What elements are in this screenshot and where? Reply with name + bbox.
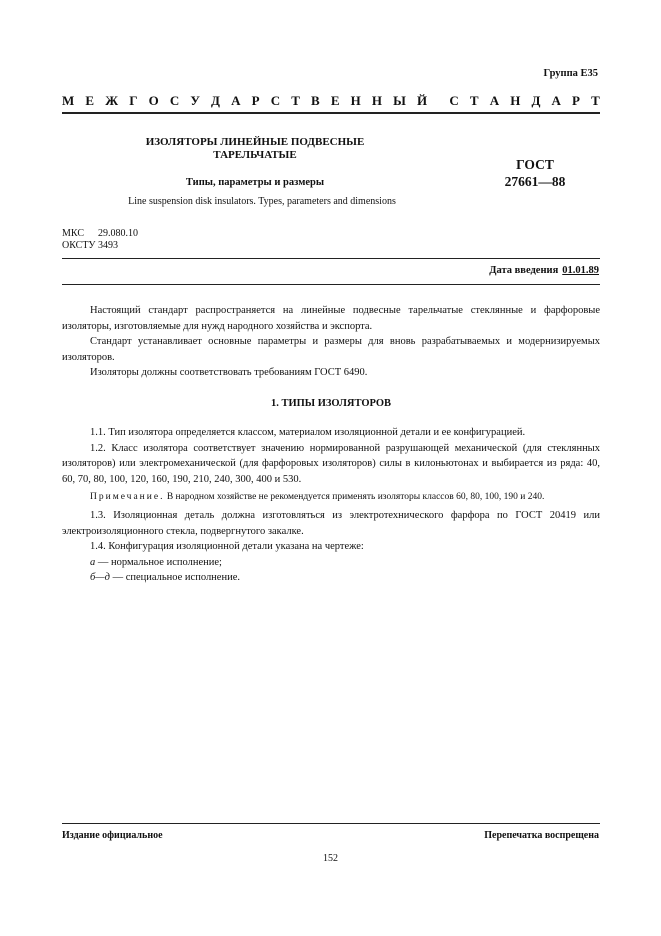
interstate-letter: Ы xyxy=(393,93,406,108)
intro-date-label: Дата введения xyxy=(489,265,559,276)
gost-label: ГОСТ xyxy=(516,157,554,172)
interstate-letter: Й xyxy=(417,93,428,108)
date-rule xyxy=(62,284,600,285)
introduction-date xyxy=(489,265,599,276)
title-line-2: ТАРЕЛЬЧАТЫЕ xyxy=(213,149,297,161)
item-a-letter: а xyxy=(90,556,96,568)
interstate-letter: Ж xyxy=(105,93,119,108)
item-b-text: — специальное исполнение. xyxy=(109,572,240,583)
interstate-letter: А xyxy=(231,93,241,108)
okstu-value: 3493 xyxy=(98,240,118,251)
clause-1-3: 1.3. Изоляционная деталь должна изготовляться из электротехнического фарфора по ГОСТ 20419 или электроизоляционного стекла, подвергнутого закалке. xyxy=(62,510,600,537)
clause-1-4: 1.4. Конфигурация изоляционной детали указана на чертеже: xyxy=(90,541,364,552)
interstate-letter: Р xyxy=(251,93,260,108)
okstu-label: ОКСТУ xyxy=(62,240,96,251)
interstate-letter: С xyxy=(449,93,459,108)
section-heading: 1. ТИПЫ ИЗОЛЯТОРОВ xyxy=(270,397,392,409)
document-body xyxy=(62,303,600,586)
interstate-letter: Д xyxy=(531,93,541,108)
clause-1-2: 1.2. Класс изолятора соответствует значению нормированной разрушающей механической (для стеклянных изоляторов) или электромеханической (для фарфоровых изоляторов) силы в килоньютонах и выбирается из ряда: 40, 60, 70, 80, 100, 120, 160, 190, 210, 240, 300, 400 и 530. xyxy=(62,442,600,485)
mks-value: 29.080.10 xyxy=(98,228,138,239)
item-a-text: — нормальное исполнение; xyxy=(95,556,222,568)
interstate-standard-heading xyxy=(62,93,600,109)
paragraph-purpose: Стандарт устанавливает основные параметры и размеры для вновь разрабатываемых и модернизируемых изоляторов. xyxy=(62,336,600,363)
note-label: Примечание. xyxy=(90,492,165,502)
interstate-letter: Н xyxy=(510,93,521,108)
interstate-letter: Н xyxy=(350,93,361,108)
interstate-letter: Д xyxy=(211,93,220,108)
codes-rule xyxy=(62,258,600,259)
interstate-letter: О xyxy=(148,93,159,108)
interstate-letter: Т xyxy=(591,93,600,108)
title-line-1: ИЗОЛЯТОРЫ ЛИНЕЙНЫЕ ПОДВЕСНЫЕ xyxy=(145,136,365,148)
item-a xyxy=(62,555,600,571)
interstate-letter: А xyxy=(489,93,500,108)
document-title xyxy=(120,136,390,162)
reprint-prohibited: Перепечатка воспрещена xyxy=(484,830,599,841)
interstate-letter: Т xyxy=(469,93,479,108)
document-subtitle: Типы, параметры и размеры xyxy=(185,177,325,188)
interstate-letter: Н xyxy=(371,93,382,108)
page-number: 152 xyxy=(323,853,338,864)
note xyxy=(62,491,600,504)
header-rule xyxy=(62,112,600,114)
interstate-letter: С xyxy=(270,93,281,108)
interstate-letter: Е xyxy=(85,93,95,108)
interstate-letter: Г xyxy=(129,93,138,108)
interstate-letter: У xyxy=(190,93,200,108)
interstate-letter: Р xyxy=(572,93,580,108)
paragraph-requirements: Изоляторы должны соответствовать требованиям ГОСТ 6490. xyxy=(90,367,368,378)
intro-date-value: 01.01.89 xyxy=(562,265,599,276)
item-b xyxy=(62,570,600,586)
gost-code: 27661—88 xyxy=(504,174,566,189)
footer-rule xyxy=(62,823,600,824)
interstate-letter: М xyxy=(62,93,75,108)
note-text: В народном хозяйстве не рекомендуется применять изоляторы классов 60, 80, 100, 190 и 240. xyxy=(164,492,545,502)
english-title: Line suspension disk insulators. Types, parameters and dimensions xyxy=(128,196,396,207)
classification-codes xyxy=(62,228,138,252)
clause-1-1: 1.1. Тип изолятора определяется классом, материалом изоляционной детали и ее конфигурацией. xyxy=(90,427,526,438)
interstate-letter: А xyxy=(551,93,561,108)
interstate-letter: С xyxy=(169,93,180,108)
mks-label: МКС xyxy=(62,228,84,239)
item-b-letter: б—д xyxy=(90,572,110,583)
interstate-letter: В xyxy=(311,93,320,108)
gost-number xyxy=(470,156,600,190)
official-edition: Издание официальное xyxy=(62,830,163,841)
group-code: Группа Е35 xyxy=(543,68,598,79)
paragraph-scope: Настоящий стандарт распространяется на линейные подвесные тарельчатые стеклянные и фарфоровые изоляторы, изготовляемые для нужд народного хозяйства и экспорта. xyxy=(62,305,600,332)
interstate-letter: Т xyxy=(291,93,300,108)
interstate-letter: Е xyxy=(330,93,340,108)
